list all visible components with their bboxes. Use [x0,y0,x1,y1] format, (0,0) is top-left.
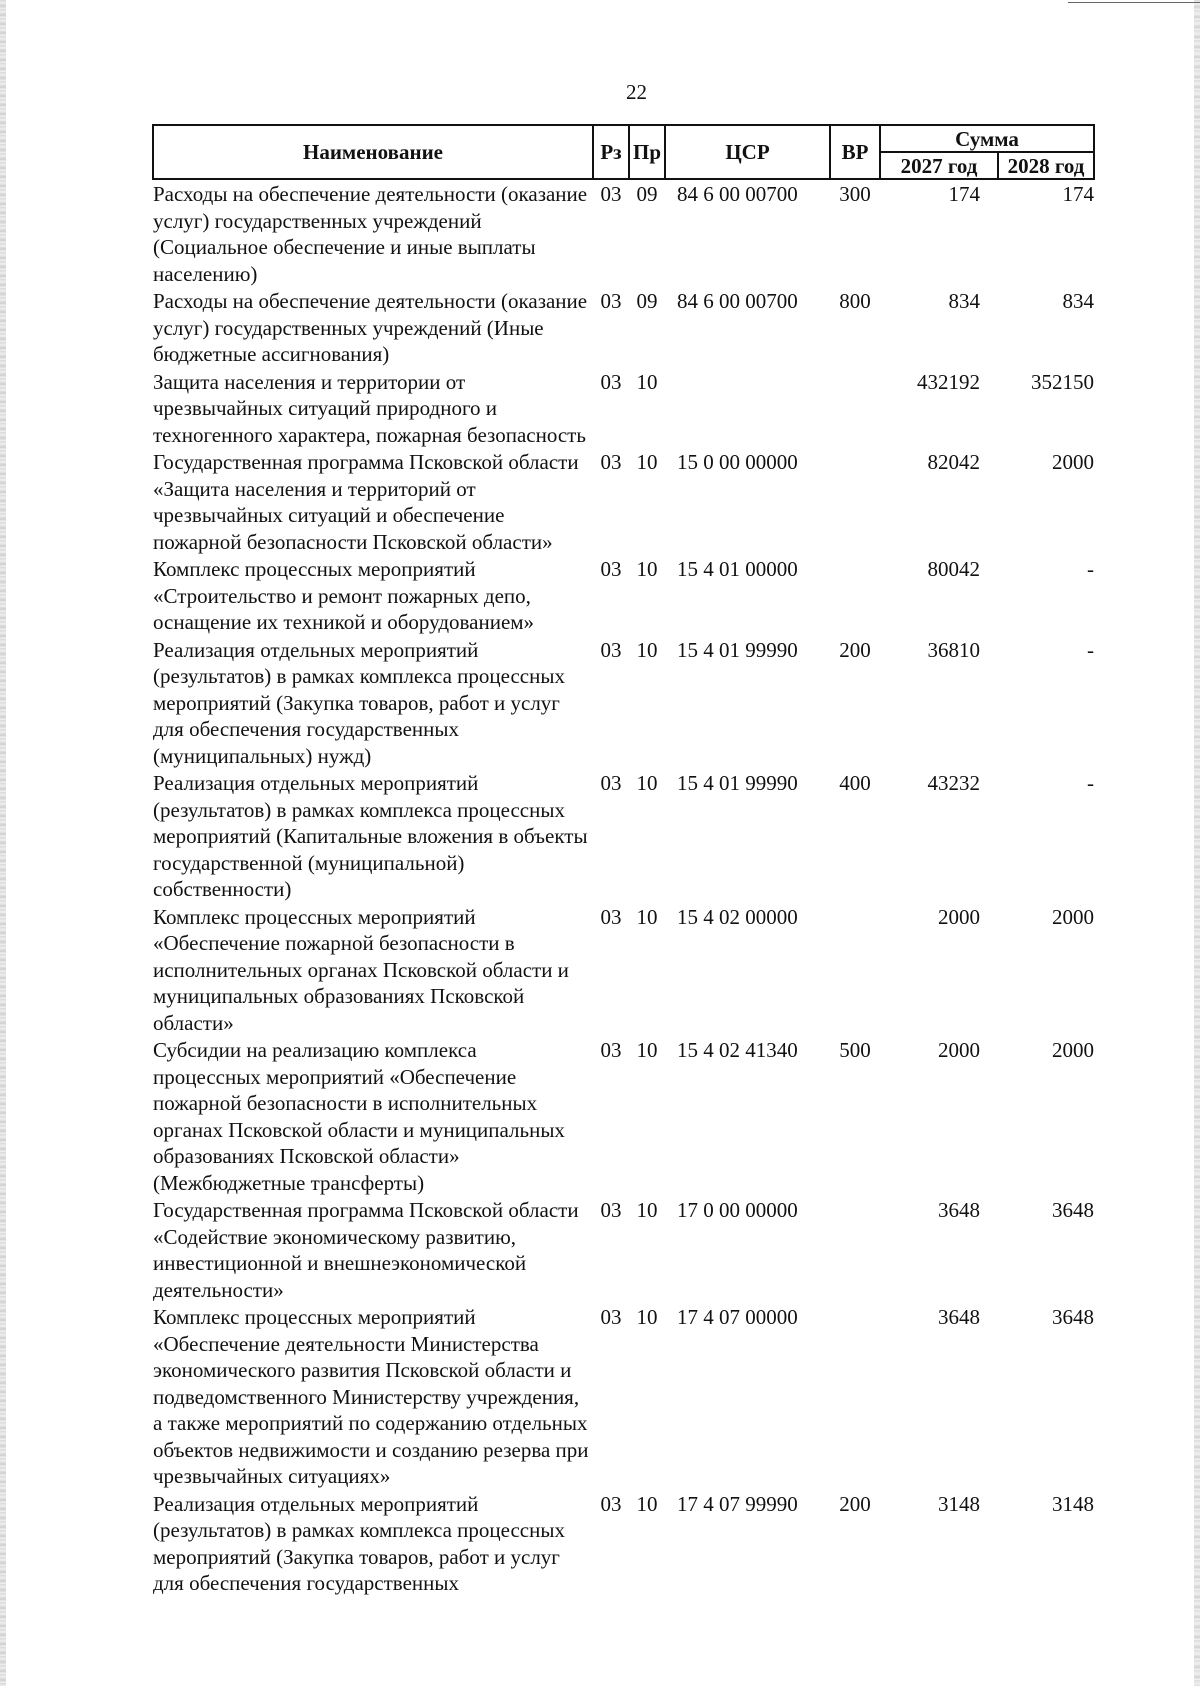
cell-csr: 17 4 07 00000 [677,1305,798,1329]
cell-csr: 17 4 07 99990 [677,1491,798,1516]
table-row [153,1490,1094,1597]
cell-sum-2027: 3648 [938,1305,980,1329]
cell-sum-2027: 834 [948,289,980,313]
table-body [153,179,1094,1597]
cell-csr: 84 6 00 00700 [677,182,798,206]
cell-sum-2027: 43232 [927,771,980,795]
cell-rz: 03 [600,182,622,206]
cell-sum-2027: 3648 [938,1198,980,1222]
table-row [153,448,1094,555]
cell-vr [830,448,880,555]
cell-name: Реализация отдельных мероприятий (результатов) в рамках комплекса процессных мероприятий (Капитальные вложения в объекты государственной (муниципальной) собственности) [153,771,588,901]
cell-rz: 03 [600,1305,622,1329]
table-header [153,125,1094,179]
cell-pr: 09 [636,289,658,313]
cell-csr: 15 0 00 00000 [677,450,798,474]
cell-csr: 15 4 01 99990 [677,771,798,795]
cell-name: Реализация отдельных мероприятий (результатов) в рамках комплекса процессных мероприятий (Закупка товаров, работ и услуг для обеспечения государственных [153,1491,565,1595]
cell-name: Защита населения и территории от чрезвычайных ситуаций природного и техногенного характера, пожарная безопасность [153,369,586,447]
cell-csr: 15 4 02 41340 [677,1038,798,1062]
cell-rz: 03 [600,557,622,581]
cell-sum-2027: 2000 [938,1038,980,1062]
cell-pr: 10 [636,637,658,662]
cell-sum-2028: 834 [1062,289,1094,313]
cell-sum-2028: 2000 [1052,1038,1094,1062]
cell-rz: 03 [600,450,622,474]
page-number: 22 [626,80,647,104]
cell-name: Реализация отдельных мероприятий (результатов) в рамках комплекса процессных мероприятий (Закупка товаров, работ и услуг для обеспечения государственных (муниципальных) нужд) [153,637,565,768]
header-pr: Пр [629,125,665,179]
cell-name: Комплекс процессных мероприятий «Обеспечение деятельности Министерства экономического развития Псковской области и подведомственного Министерству учреждения, а также мероприятий по содержанию отдельных объектов недвижимости и созданию резерва при чрезвычайных ситуациях» [153,1305,589,1488]
cell-name: Комплекс процессных мероприятий «Обеспечение пожарной безопасности в исполнительных органах Псковской области и муниципальных образованиях Псковской области» [153,904,569,1035]
cell-pr: 10 [636,904,658,929]
cell-sum-2028: 2000 [1052,904,1094,929]
cell-rz: 03 [600,289,622,313]
cell-rz: 03 [600,369,622,394]
header-sum: Сумма [880,125,1094,152]
cell-csr: 15 4 01 00000 [677,557,798,581]
table-row [153,1196,1094,1303]
cell-pr: 10 [636,450,658,474]
table-row [153,769,1094,903]
cell-vr: 200 [839,1491,871,1516]
table-row [153,636,1094,770]
cell-csr: 15 4 01 99990 [677,637,798,662]
cell-vr [830,368,880,449]
cell-pr: 10 [636,1305,658,1329]
scan-edge-left [0,0,6,1686]
table-row [153,1036,1094,1196]
cell-pr: 10 [636,1038,658,1062]
cell-name: Расходы на обеспечение деятельности (оказание услуг) государственных учреждений (Иные бюджетные ассигнования) [153,289,588,366]
cell-pr: 10 [636,771,658,795]
cell-sum-2027: 82042 [927,450,980,474]
cell-rz: 03 [600,1491,622,1516]
cell-name: Государственная программа Псковской области «Содействие экономическому развитию, инвестиционной и внешнеэкономической деятельности» [153,1198,579,1302]
scan-top-line [1068,2,1200,3]
cell-sum-2028: - [1087,771,1094,795]
cell-name: Комплекс процессных мероприятий «Строительство и ремонт пожарных депо, оснащение их техникой и оборудованием» [153,557,535,634]
cell-rz: 03 [600,771,622,795]
cell-name: Расходы на обеспечение деятельности (оказание услуг) государственных учреждений (Социальное обеспечение и иные выплаты населению) [153,182,588,286]
scan-edge-right [1194,0,1200,1686]
cell-sum-2028: 174 [1062,182,1094,206]
header-csr: ЦСР [665,125,830,179]
cell-sum-2027: 174 [948,182,980,206]
cell-sum-2028: 3148 [1052,1491,1094,1516]
cell-sum-2028: 3648 [1052,1198,1094,1222]
cell-vr: 200 [839,637,871,662]
cell-vr [830,1303,880,1490]
cell-vr: 500 [839,1038,871,1062]
cell-rz: 03 [600,904,622,929]
table-row [153,1303,1094,1490]
cell-name: Государственная программа Псковской области «Защита населения и территорий от чрезвычайных ситуаций и обеспечение пожарной безопасности Псковской области» [153,450,579,554]
header-year-2027: 2027 год [880,152,998,179]
cell-sum-2028: 352150 [1031,369,1094,394]
cell-sum-2028: - [1087,557,1094,581]
cell-sum-2027: 2000 [938,904,980,929]
cell-vr: 800 [839,289,871,313]
cell-pr: 10 [636,557,658,581]
cell-sum-2028: - [1087,637,1094,662]
header-year-2028: 2028 год [998,152,1094,179]
table-row [153,903,1094,1037]
cell-rz: 03 [600,637,622,662]
cell-vr: 300 [839,182,871,206]
table-row [153,368,1094,449]
cell-sum-2027: 3148 [938,1491,980,1516]
cell-rz: 03 [600,1198,622,1222]
cell-vr: 400 [839,771,871,795]
cell-csr: 84 6 00 00700 [677,289,798,313]
cell-csr: 15 4 02 00000 [677,904,798,929]
header-name: Наименование [153,125,593,179]
cell-sum-2027: 36810 [927,637,980,662]
cell-pr: 10 [636,1198,658,1222]
table-row [153,555,1094,636]
cell-vr [830,555,880,636]
cell-csr [665,368,830,449]
cell-csr: 17 0 00 00000 [677,1198,798,1222]
table-row [153,179,1094,287]
cell-name: Субсидии на реализацию комплекса процессных мероприятий «Обеспечение пожарной безопасности в исполнительных органах Псковской области и муниципальных образованиях Псковской области» (Межбюджетные трансферты) [153,1038,565,1195]
cell-vr [830,1196,880,1303]
cell-sum-2027: 80042 [927,557,980,581]
cell-vr [830,903,880,1037]
cell-rz: 03 [600,1038,622,1062]
cell-sum-2028: 2000 [1052,450,1094,474]
cell-pr: 10 [636,1491,658,1516]
budget-table [152,124,1095,1597]
cell-sum-2027: 432192 [917,369,980,394]
cell-pr: 09 [636,182,658,206]
cell-sum-2028: 3648 [1052,1305,1094,1329]
header-vr: ВР [830,125,880,179]
cell-pr: 10 [636,369,658,394]
header-rz: Рз [593,125,629,179]
table-row [153,287,1094,368]
